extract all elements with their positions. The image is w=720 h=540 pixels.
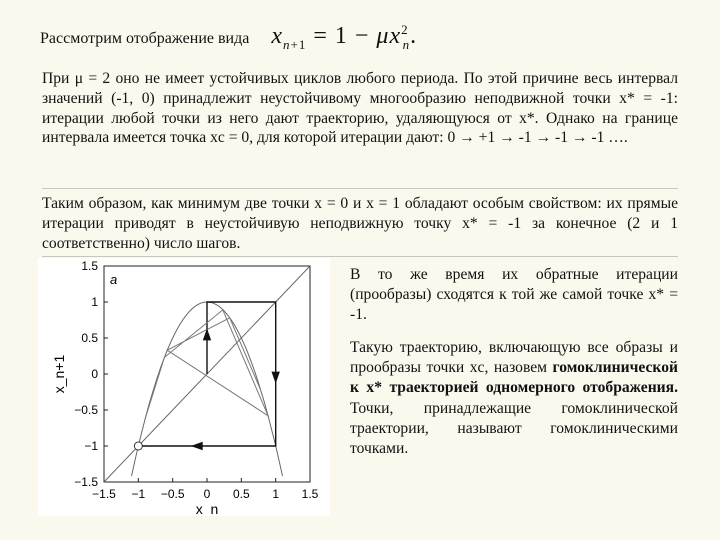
y-axis-label: x_n+1 bbox=[51, 354, 67, 394]
arrow-left bbox=[191, 442, 203, 450]
title-formula: $x_{n+1} = 1 - \mu x^2_n$. bbox=[271, 22, 418, 52]
panel-label: a bbox=[110, 272, 118, 287]
x-tick-label: −0.5 bbox=[160, 487, 185, 501]
divider-1 bbox=[42, 188, 678, 189]
paragraph-1: При μ = 2 оно не имеет устойчивых циклов любого периода. По этой причине весь интервал значений (-1, 0) принадлежит неустойчивому многообразию неподвижной точки x* = -1: итерации любой точки из него дают траекторию, удаляющуюся от x*. Однако на границе интервала имеется точка xc = 0, для которой итерации дают: 0 → +1 → -1 → -1 → -1 …. bbox=[42, 70, 678, 147]
slide-title bbox=[40, 22, 417, 53]
y-tick-label: 1 bbox=[91, 295, 98, 309]
paragraph-4-end: Точки, принадлежащие гомоклинической траектории, называют гомоклиническими точками. bbox=[350, 399, 678, 458]
arrow-down bbox=[271, 372, 279, 384]
x-tick-label: 1 bbox=[272, 487, 280, 501]
cobweb-plot bbox=[38, 258, 330, 516]
x-tick-label: −1 bbox=[131, 487, 146, 501]
y-tick-label: 1.5 bbox=[81, 259, 98, 273]
homoclinic-term: гомоклинической к x* траекторией одномерного отображения. bbox=[350, 359, 678, 397]
y-tick-label: −1 bbox=[84, 439, 98, 453]
y-tick-label: −1.5 bbox=[74, 475, 98, 489]
y-tick-label: −0.5 bbox=[74, 403, 98, 417]
arrow-up bbox=[203, 328, 211, 340]
x-tick-label: 0 bbox=[203, 487, 211, 501]
y-tick-label: 0.5 bbox=[81, 331, 98, 345]
fixed-point-marker bbox=[134, 442, 142, 450]
title-text: Рассмотрим отображение вида bbox=[40, 30, 250, 47]
x-tick-label: 1.5 bbox=[301, 487, 319, 501]
x-axis-label: x_n bbox=[195, 501, 219, 516]
paragraph-3: В то же время их обратные итерации (прообразы) сходятся к той же самой точке x* = -1. bbox=[350, 266, 678, 324]
x-tick-label: 0.5 bbox=[232, 487, 250, 501]
y-tick-label: 0 bbox=[91, 367, 98, 381]
paragraph-4 bbox=[350, 338, 678, 459]
cobweb-plot-svg bbox=[38, 258, 330, 516]
x-tick-label: −1.5 bbox=[92, 487, 116, 501]
divider-2 bbox=[42, 256, 678, 257]
paragraph-4-start: Такую траекторию, включающую все образы и прообразы точки xc, назовем bbox=[350, 339, 678, 377]
paragraph-2: Таким образом, как минимум две точки x = 0 и x = 1 обладают особым свойством: их прямые итерации приводят в неустойчивую неподвижную точку x* = -1 за конечное (2 и 1 соответственно) число шагов. bbox=[42, 195, 678, 252]
